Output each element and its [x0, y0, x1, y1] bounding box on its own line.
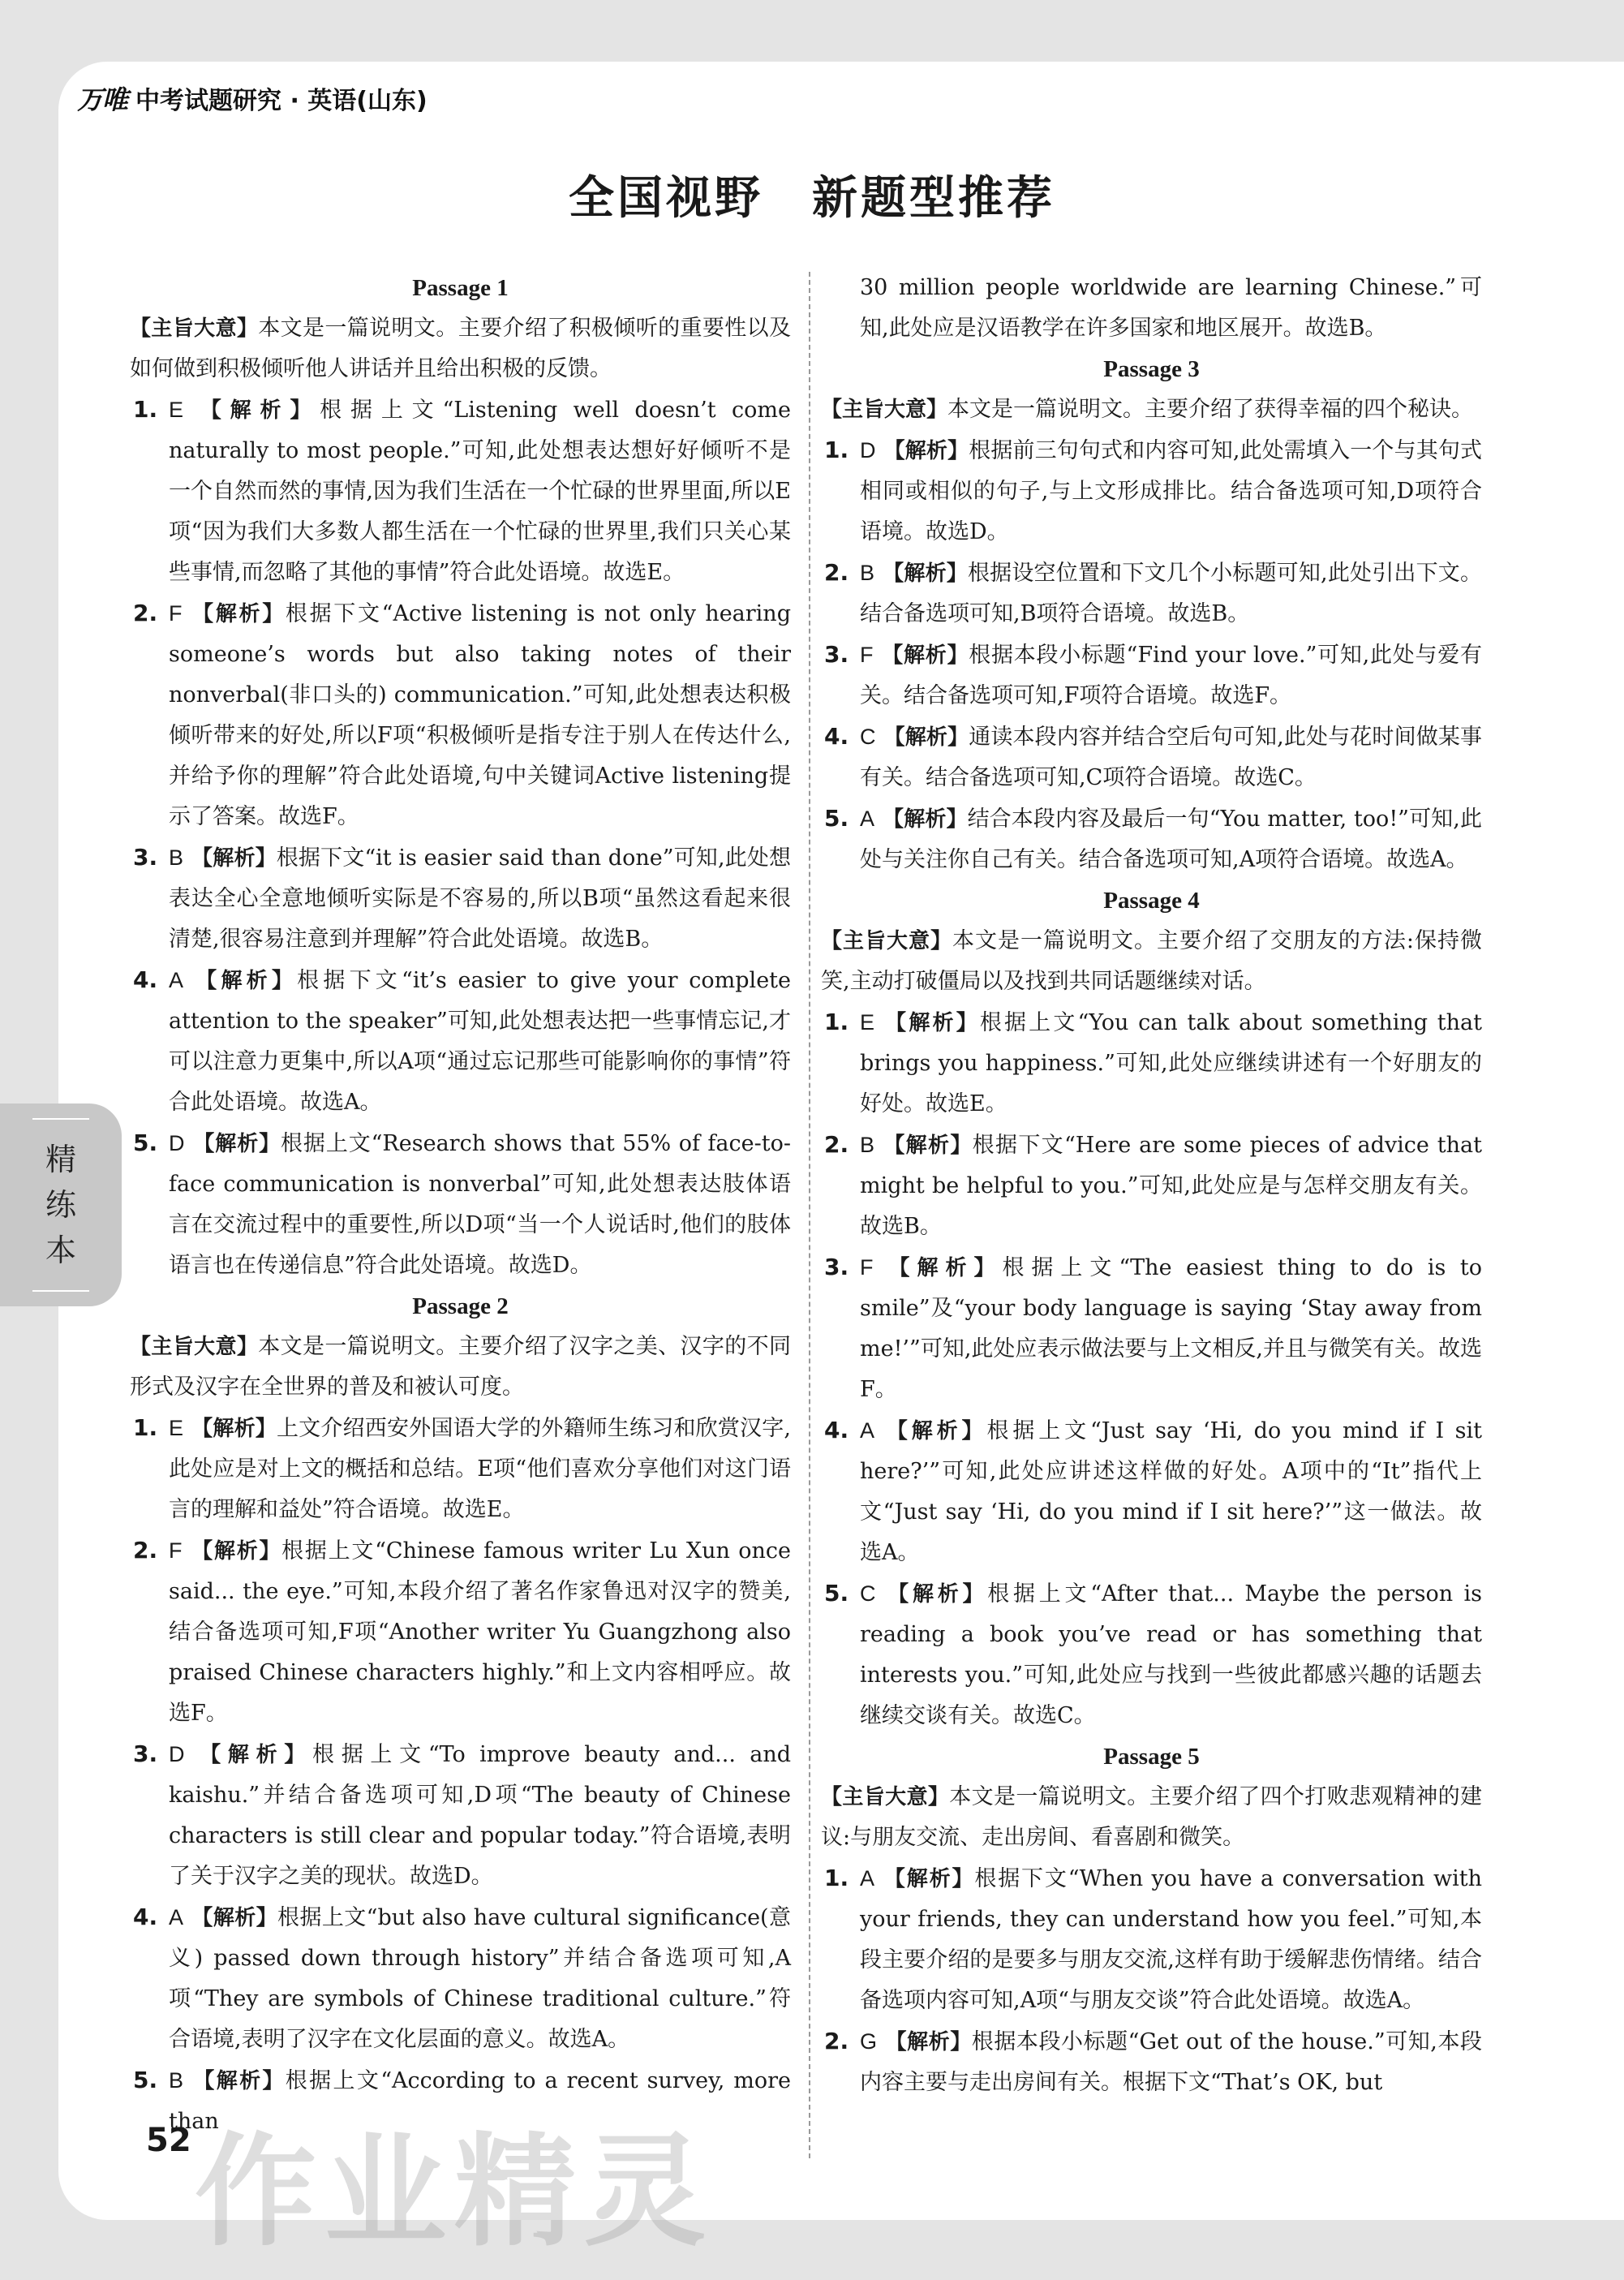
analysis-tag: 【解析】 — [883, 725, 969, 750]
answer-item — [130, 2060, 791, 2142]
answer-letter: D — [860, 438, 876, 462]
analysis-text: 上文介绍西安外国语大学的外籍师生练习和欣赏汉字,此处应是对上文的概括和总结。E项“他们喜欢分享他们对这门语言的理解和益处”符合语境。故选E。 — [169, 1416, 791, 1522]
analysis-tag: 【解析】 — [192, 1743, 313, 1767]
item-number: 5. — [824, 1580, 849, 1607]
analysis-tag: 【解析】 — [885, 2030, 972, 2054]
passage-heading: Passage 1 — [412, 275, 509, 301]
book-header — [77, 80, 427, 117]
summary-tag: 【主旨大意】 — [821, 398, 948, 422]
watermark: 作业精灵 — [195, 2122, 715, 2263]
analysis-tag: 【解析】 — [191, 969, 298, 993]
analysis-text: 根据设空位置和下文几个小标题可知,此处引出下文。结合备选项可知,B项符合语境。故选B。 — [860, 561, 1482, 626]
answer-item — [130, 1123, 791, 1286]
summary-text: 本文是一篇说明文。主要介绍了积极倾听的重要性以及如何做到积极倾听他人讲话并且给出积极的反馈。 — [130, 316, 791, 381]
item-number: 1. — [133, 1414, 158, 1441]
page-number: 52 — [146, 2122, 191, 2159]
answer-letter: B — [860, 1133, 875, 1157]
answer-letter: B — [169, 845, 184, 870]
analysis-text: 结合本段内容及最后一句“You matter, too!”可知,此处与关注你自己有关。结合备选项可知,A项符合语境。故选A。 — [860, 807, 1482, 872]
answer-item — [821, 1573, 1482, 1736]
answer-letter: E — [169, 398, 184, 422]
analysis-tag: 【解析】 — [191, 398, 320, 423]
item-number: 3. — [824, 1254, 849, 1280]
analysis-text: 根据上文“Just say ‘Hi, do you mind if I sit here?’”可知,此处应讲述这样做的好处。A项中的“It”指代上文“Just say ‘Hi, do you mind if I sit here?’”这一做法。故选A。 — [860, 1418, 1482, 1565]
answer-item — [821, 798, 1482, 880]
answer-letter: A — [169, 1905, 184, 1929]
analysis-tag: 【解析】 — [883, 1419, 987, 1443]
analysis-tag: 【解析】 — [881, 643, 969, 668]
side-tab-char: 精 — [45, 1142, 76, 1177]
item-number: 1. — [133, 396, 158, 423]
analysis-text: 根据下文“Here are some pieces of advice that might be helpful to you.”可知,此处应是与怎样交朋友有关。故选B。 — [860, 1133, 1482, 1239]
analysis-tag: 【解析】 — [191, 2069, 286, 2093]
item-number: 3. — [824, 641, 849, 668]
analysis-text: 30 million people worldwide are learning Chinese.”可知,此处应是汉语教学在许多国家和地区展开。故选B。 — [860, 275, 1482, 341]
item-number: 2. — [824, 1131, 849, 1158]
analysis-text: 根据上文“To improve beauty and... and kaishu.”并结合备选项可知,D项“The beauty of Chinese characters is still clear and popular today.”符合语境,表明了关于汉字之美的现状。故选D。 — [169, 1742, 791, 1889]
side-tab-char: 练 — [45, 1187, 76, 1223]
answer-item — [821, 635, 1482, 716]
answer-letter: G — [860, 2029, 878, 2054]
analysis-tag: 【解析】 — [883, 1011, 980, 1035]
answer-item — [130, 389, 791, 593]
analysis-text: 根据上文“Research shows that 55% of face-to-face communication is nonverbal”可知,此处想表达肢体语言在交流过程中的重要性,所以D项“当一个人说话时,他们的肢体语言也在传递信息”符合此处语境。故选D。 — [169, 1131, 791, 1278]
item-number: 4. — [133, 1904, 158, 1930]
analysis-tag: 【解析】 — [883, 439, 969, 463]
analysis-text: 根据下文“Active listening is not only hearing someone’s words but also taking notes of their nonverbal(非口头的) communication.”可知,此处想表达积极倾听带来的好处,所以F项“积极倾听是指专注于别人在传达什么,并给予你的理解”符合此处语境,句中关键词Active listening提示了答案。故选F。 — [169, 601, 791, 829]
passage-summary — [821, 389, 1482, 430]
answer-item — [821, 1247, 1482, 1410]
column-divider — [809, 272, 810, 2158]
analysis-text: 根据下文“it’s easier to give your complete attention to the speaker”可知,此处想表达把一些事情忘记,才可以注意力更集中,所以A项“通过忘记那些可能影响你的事情”符合此处语境。故选A。 — [169, 968, 791, 1115]
item-number: 4. — [824, 1417, 849, 1443]
book-title: 中考试题研究 · 英语(山东) — [135, 87, 427, 115]
item-number: 2. — [824, 559, 849, 586]
answer-item — [130, 1408, 791, 1530]
analysis-tag: 【解析】 — [191, 1417, 277, 1441]
answer-item — [130, 1530, 791, 1734]
analysis-tag: 【解析】 — [191, 846, 277, 871]
answer-letter: D — [169, 1131, 185, 1155]
answer-letter: E — [860, 1010, 875, 1035]
answer-item — [821, 1125, 1482, 1247]
analysis-text: 根据本段小标题“Get out of the house.”可知,本段内容主要与走出房间有关。根据下文“That’s OK, but — [860, 2029, 1482, 2095]
answer-item — [821, 430, 1482, 553]
analysis-text: 根据上文“Listening well doesn’t come naturally to most people.”可知,此处想表达想好好倾听不是一个自然而然的事情,因为我们生活在一个忙碌的世界里面,所以E项“因为我们大多数人都生活在一个忙碌的世界里,我们只关心某些事情,而忽略了其他的事情”符合此处语境。故选E。 — [169, 398, 791, 585]
right-column — [821, 268, 1482, 2103]
summary-text: 本文是一篇说明文。主要介绍了四个打败悲观精神的建议:与朋友交流、走出房间、看喜剧和微笑。 — [821, 1784, 1482, 1850]
answer-letter: A — [860, 807, 875, 831]
passage-summary — [130, 308, 791, 389]
side-tab-char: 本 — [45, 1232, 76, 1268]
analysis-tag: 【解析】 — [190, 1539, 282, 1564]
item-number: 4. — [133, 966, 158, 993]
analysis-tag: 【解析】 — [883, 1867, 975, 1891]
analysis-text: 根据上文“The easiest thing to do is to smile”及“your body language is saying ‘Stay away from me!’”可知,此处应表示做法要与上文相反,并且与微笑有关。故选F。 — [860, 1255, 1482, 1402]
answer-item — [821, 1858, 1482, 2021]
publisher-logo: 万唯 — [77, 84, 128, 115]
answer-letter: A — [860, 1866, 875, 1891]
answer-item — [821, 716, 1482, 798]
passage-summary — [821, 1777, 1482, 1858]
answer-letter: F — [169, 601, 183, 626]
item-number: 3. — [133, 844, 158, 871]
analysis-text: 根据本段小标题“Find your love.”可知,此处与爱有关。结合备选项可知,F项符合语境。故选F。 — [860, 643, 1482, 708]
item-number: 2. — [133, 1537, 158, 1564]
item-number: 2. — [824, 2028, 849, 2054]
analysis-tag: 【解析】 — [883, 807, 968, 832]
item-number: 5. — [133, 1129, 158, 1156]
item-number: 1. — [824, 1009, 849, 1035]
passage-heading: Passage 5 — [1103, 1744, 1200, 1770]
answer-letter: B — [860, 561, 875, 585]
analysis-text: 根据下文“When you have a conversation with your friends, they can understand how you feel.”可知,本段主要介绍的是要多与朋友交流,这样有助于缓解悲伤情绪。结合备选项内容可知,A项“与朋友交谈”符合此处语境。故选A。 — [860, 1866, 1482, 2013]
analysis-tag: 【解析】 — [881, 1256, 1003, 1280]
analysis-text: 根据上文“but also have cultural significance(意义) passed down through history”并结合备选项可知,A项“They are symbols of Chinese traditional culture.”符合语境,表明了汉字在文化层面的意义。故选A。 — [169, 1905, 791, 2052]
summary-tag: 【主旨大意】 — [130, 1335, 259, 1359]
answer-item — [130, 1734, 791, 1897]
summary-text: 本文是一篇说明文。主要介绍了交朋友的方法:保持微笑,主动打破僵局以及找到共同话题继续对话。 — [821, 928, 1482, 994]
item-number: 4. — [824, 723, 849, 750]
summary-text: 本文是一篇说明文。主要介绍了汉字之美、汉字的不同形式及汉字在全世界的普及和被认可度。 — [130, 1334, 791, 1400]
analysis-tag: 【解析】 — [883, 1582, 988, 1607]
item-number: 5. — [133, 2067, 158, 2093]
side-tab — [0, 1103, 122, 1306]
answer-item — [821, 553, 1482, 635]
analysis-text: 通读本段内容并结合空后句可知,此处与花时间做某事有关。结合备选项可知,C项符合语境。故选C。 — [860, 725, 1482, 790]
answer-letter: C — [860, 725, 876, 749]
summary-tag: 【主旨大意】 — [130, 316, 259, 341]
item-number: 5. — [824, 805, 849, 832]
answer-letter: A — [169, 968, 184, 992]
answer-item-continued — [821, 268, 1482, 349]
answer-item — [130, 593, 791, 837]
summary-tag: 【主旨大意】 — [821, 929, 952, 953]
item-number: 3. — [133, 1740, 158, 1767]
analysis-tag: 【解析】 — [191, 1906, 278, 1930]
analysis-tag: 【解析】 — [190, 602, 286, 626]
answer-item — [130, 837, 791, 960]
analysis-tag: 【解析】 — [883, 561, 968, 586]
item-number: 1. — [824, 1865, 849, 1891]
answer-letter: F — [860, 643, 874, 667]
answer-item — [821, 2021, 1482, 2103]
analysis-tag: 【解析】 — [192, 1132, 281, 1156]
analysis-text: 根据上文“According to a recent survey, more than — [169, 2068, 791, 2134]
answer-letter: D — [169, 1742, 185, 1766]
passage-heading: Passage 2 — [412, 1293, 509, 1319]
answer-letter: B — [169, 2068, 184, 2093]
analysis-text: 根据上文“You can talk about something that brings you happiness.”可知,此处应继续讲述有一个好朋友的好处。故选E。 — [860, 1010, 1482, 1116]
answer-letter: E — [169, 1416, 184, 1440]
passage-heading: Passage 3 — [1103, 356, 1200, 382]
left-column — [130, 268, 791, 2142]
analysis-text: 根据下文“it is easier said than done”可知,此处想表达全心全意地倾听实际是不容易的,所以B项“虽然这看起来很清楚,很容易注意到并理解”符合此处语境。故选B。 — [169, 845, 791, 952]
item-number: 2. — [133, 600, 158, 626]
answer-item — [130, 1897, 791, 2060]
answer-letter: A — [860, 1418, 875, 1443]
answer-item — [821, 1002, 1482, 1125]
answer-letter: F — [860, 1255, 874, 1280]
passage-summary — [821, 921, 1482, 1002]
answer-letter: F — [169, 1538, 183, 1563]
passage-summary — [130, 1327, 791, 1408]
answer-item — [821, 1410, 1482, 1573]
answer-item — [130, 960, 791, 1123]
analysis-text: 根据上文“After that... Maybe the person is reading a book you’ve read or has something that interests you.”可知,此处应与找到一些彼此都感兴趣的话题去继续交谈有关。故选C。 — [860, 1581, 1482, 1728]
page-title: 全国视野 新题型推荐 — [569, 172, 1055, 225]
passage-heading: Passage 4 — [1103, 888, 1200, 914]
item-number: 1. — [824, 437, 849, 463]
summary-tag: 【主旨大意】 — [821, 1785, 950, 1809]
analysis-text: 根据上文“Chinese famous writer Lu Xun once said... the eye.”可知,本段介绍了著名作家鲁迅对汉字的赞美,结合备选项可知,F项“Another writer Yu Guangzhong also praised Chinese characters highly.”和上文内容相呼应。故选F。 — [169, 1538, 791, 1726]
summary-text: 本文是一篇说明文。主要介绍了获得幸福的四个秘诀。 — [947, 397, 1474, 422]
answer-letter: C — [860, 1581, 876, 1606]
analysis-text: 根据前三句句式和内容可知,此处需填入一个与其句式相同或相似的句子,与上文形成排比。结合备选项可知,D项符合语境。故选D。 — [860, 438, 1482, 544]
analysis-tag: 【解析】 — [883, 1134, 973, 1158]
